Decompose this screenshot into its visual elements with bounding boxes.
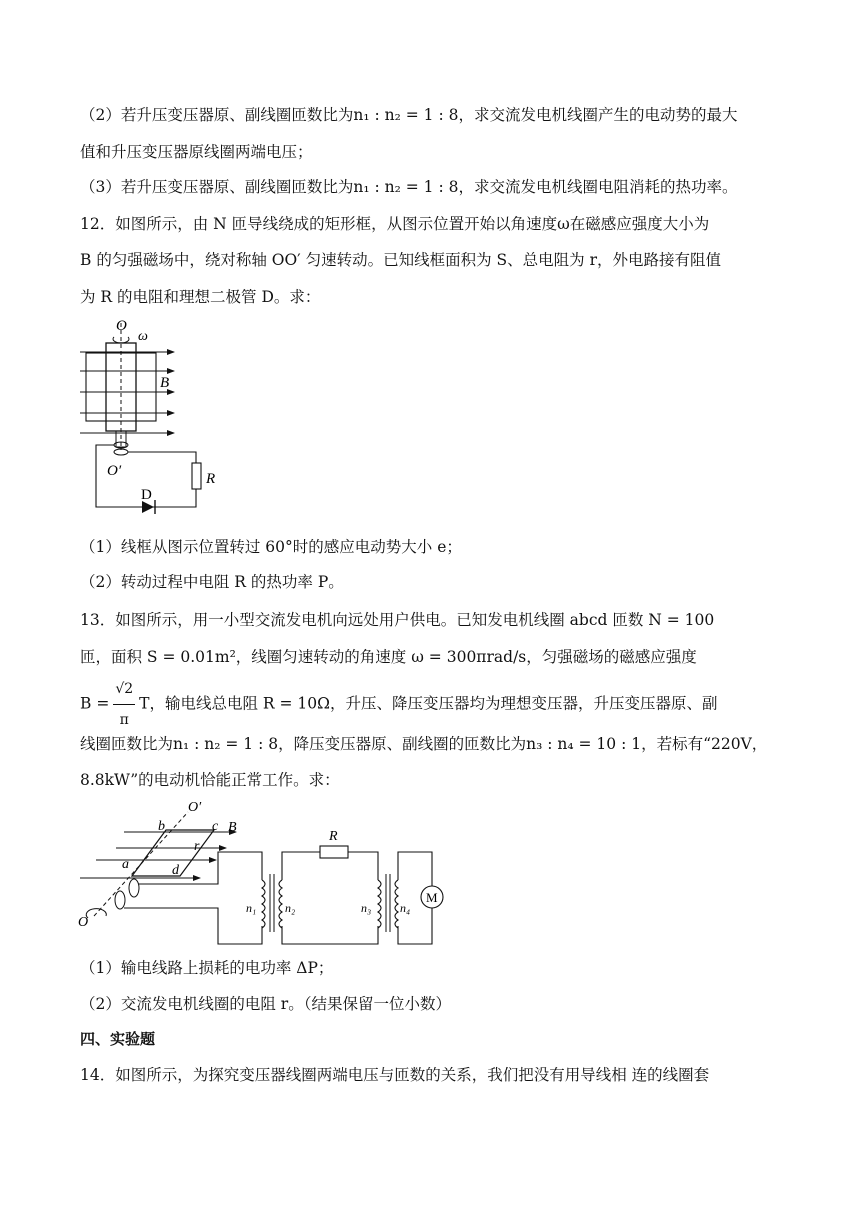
q13-label-c: c: [212, 819, 219, 834]
q13-label-r: r: [194, 839, 200, 854]
q13-line1: 13．如图所示，用一小型交流发电机向远处用户供电。已知发电机线圈 abcd 匝数 N = 100: [80, 611, 715, 629]
q14-line1: 14．如图所示，为探究变压器线圈两端电压与匝数的关系，我们把没有用导线相 连的线圈套: [80, 1066, 710, 1084]
q13-label-a: a: [122, 857, 129, 872]
q13-figure: [76, 798, 446, 950]
q13-label-M: M: [426, 890, 438, 905]
q12-label-B: B: [160, 375, 170, 391]
q13-B-numerator: √2: [113, 674, 135, 705]
q12-line1: 12．如图所示，由 N 匝导线绕成的矩形框，从图示位置开始以角速度ω在磁感应强度大小为: [80, 215, 710, 233]
q13-line4: 线圈匝数比为n₁ : n₂ = 1 : 8，降压变压器原、副线圈的匝数比为n₃ : n₄ = 10 : 1，若标有“220V，: [80, 735, 768, 753]
q13-line3-rest: T，输电线总电阻 R = 10Ω，升压、降压变压器均为理想变压器，升压变压器原、副: [139, 694, 718, 713]
q13-B-fraction: [113, 674, 135, 735]
q13-label-n4: n₄: [400, 901, 411, 915]
q13-label-n2: n₂: [285, 901, 296, 915]
q13-label-n3: n₃: [361, 901, 372, 915]
q12-sub2: （2）转动过程中电阻 R 的热功率 P。: [80, 573, 344, 591]
q12-line3: 为 R 的电阻和理想二极管 D。求：: [80, 288, 321, 306]
q12-sub1: （1）线框从图示位置转过 60°时的感应电动势大小 e；: [80, 538, 462, 556]
q11-part3: （3）若升压变压器原、副线圈匝数比为n₁ : n₂ = 1 : 8，求交流发电机线圈电阻消耗的热功率。: [80, 178, 738, 196]
q13-B-label: B =: [80, 694, 110, 713]
q11-part2-line2: 值和升压变压器原线圈两端电压；: [80, 143, 313, 161]
q13-label-R: R: [329, 829, 338, 844]
q12-label-D: D: [141, 487, 152, 503]
q13-label-B: B: [228, 820, 237, 835]
q13-B-denominator: π: [119, 712, 129, 728]
q13-label-b: b: [158, 819, 165, 834]
q13-label-d: d: [172, 863, 179, 878]
q12-line2: B 的匀强磁场中，绕对称轴 OO′ 匀速转动。已知线框面积为 S、总电阻为 r，外电路接有阻值: [80, 251, 721, 269]
section-heading-experiment: 四、实验题: [80, 1030, 156, 1048]
q12-label-O: O: [116, 318, 127, 334]
q13-sub2: （2）交流发电机线圈的电阻 r。（结果保留一位小数）: [80, 995, 451, 1013]
q12-label-R: R: [206, 471, 216, 487]
q13-label-n1: n₁: [246, 901, 257, 915]
q13-line3: [80, 674, 718, 735]
q13-label-O-prime: O′: [188, 800, 202, 815]
q11-part2-line1: （2）若升压变压器原、副线圈匝数比为n₁ : n₂ = 1 : 8，求交流发电机线圈产生的电动势的最大: [80, 106, 738, 124]
q13-line2: 匝，面积 S = 0.01m²，线圈匀速转动的角速度 ω = 300πrad/s，匀强磁场的磁感应强度: [80, 648, 697, 666]
q12-figure: [78, 315, 238, 525]
q13-line5: 8.8kW”的电动机恰能正常工作。求：: [80, 771, 340, 789]
q12-label-omega: ω: [138, 329, 148, 344]
q13-label-O: O: [78, 915, 89, 930]
q13-sub1: （1）输电线路上损耗的电功率 ΔP；: [80, 959, 334, 977]
q12-label-O-prime: O′: [107, 463, 122, 479]
